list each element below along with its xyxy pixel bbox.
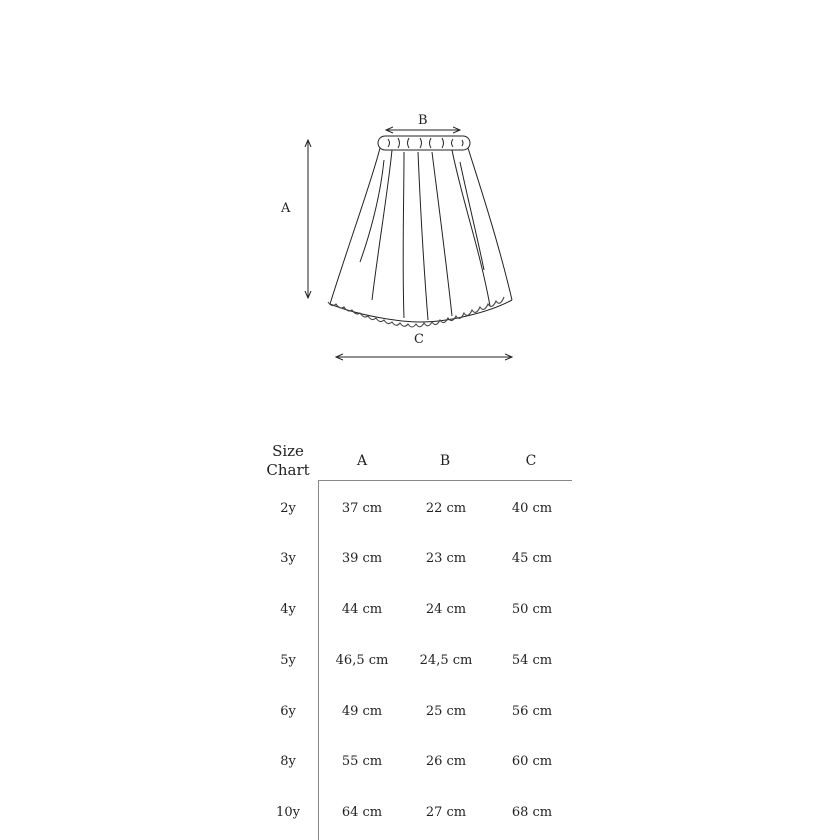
size-cell: 10y: [276, 805, 300, 820]
size-cell: 3y: [280, 551, 296, 566]
header-divider: [318, 480, 572, 481]
measure-b-cell: 26 cm: [425, 754, 467, 769]
table-row: [250, 602, 580, 624]
size-chart-table: [250, 430, 580, 840]
dimension-label-a: A: [281, 201, 291, 216]
size-cell: 4y: [280, 602, 296, 617]
table-row: [250, 805, 580, 827]
table-row: [250, 501, 580, 523]
dimension-label-b: B: [418, 113, 428, 128]
measure-a-cell: 55 cm: [341, 754, 383, 769]
measure-c-cell: 56 cm: [511, 704, 553, 719]
size-cell: 8y: [280, 754, 296, 769]
size-cell: 2y: [280, 501, 296, 516]
measure-a-cell: 64 cm: [341, 805, 383, 820]
measure-a-cell: 37 cm: [341, 501, 383, 516]
measure-a-cell: 46,5 cm: [335, 653, 389, 668]
measure-b-cell: 27 cm: [425, 805, 467, 820]
size-cell: 6y: [280, 704, 296, 719]
measure-c-cell: 45 cm: [511, 551, 553, 566]
skirt-waistband: [378, 136, 470, 150]
column-header-c: C: [525, 453, 537, 469]
column-header-b: B: [439, 453, 451, 469]
measure-b-cell: 25 cm: [425, 704, 467, 719]
table-row: [250, 551, 580, 573]
skirt-body: [330, 148, 512, 322]
table-row: [250, 653, 580, 675]
measure-c-cell: 50 cm: [511, 602, 553, 617]
dimension-label-c: C: [414, 332, 424, 347]
measure-c-cell: 40 cm: [511, 501, 553, 516]
measure-c-cell: 60 cm: [511, 754, 553, 769]
measure-b-cell: 23 cm: [425, 551, 467, 566]
measure-a-cell: 39 cm: [341, 551, 383, 566]
table-row: [250, 704, 580, 726]
measure-b-cell: 24,5 cm: [419, 653, 473, 668]
size-cell: 5y: [280, 653, 296, 668]
measure-b-cell: 24 cm: [425, 602, 467, 617]
measure-a-cell: 49 cm: [341, 704, 383, 719]
measure-b-cell: 22 cm: [425, 501, 467, 516]
table-row: [250, 754, 580, 776]
measure-c-cell: 68 cm: [511, 805, 553, 820]
size-chart-title: Size Chart: [266, 442, 310, 479]
measure-c-cell: 54 cm: [511, 653, 553, 668]
column-header-a: A: [356, 453, 368, 469]
measure-a-cell: 44 cm: [341, 602, 383, 617]
